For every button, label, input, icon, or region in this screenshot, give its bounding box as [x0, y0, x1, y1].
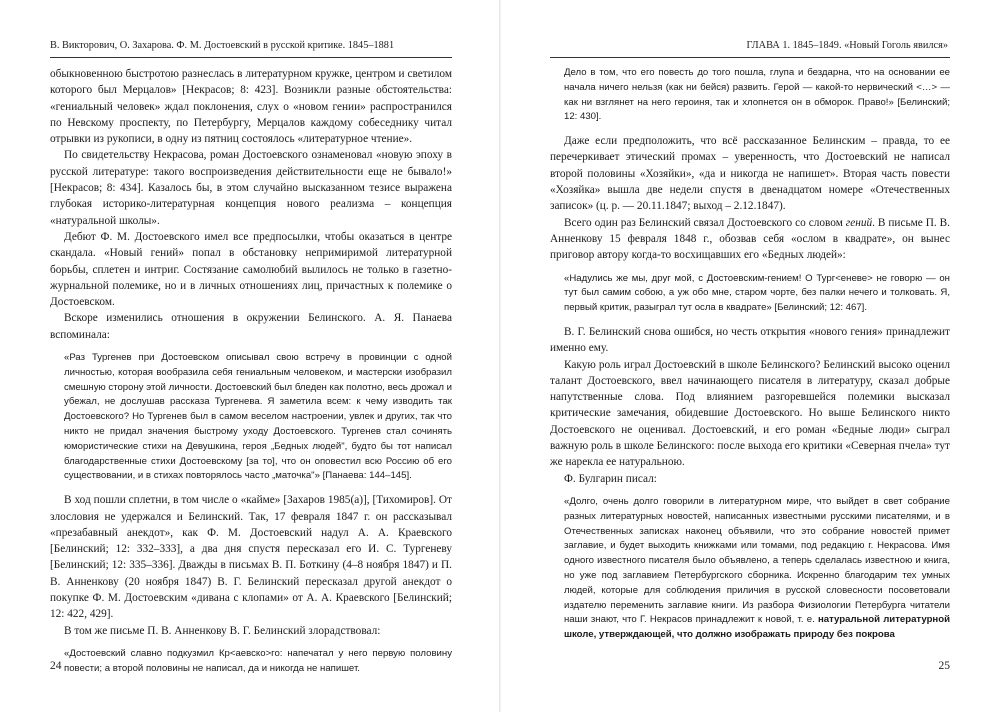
paragraph: Вскоре изменились отношения в окружении Белинского. А. Я. Панаева вспоминала:	[50, 312, 452, 341]
page-number: 25	[938, 660, 950, 672]
emphasis: гений	[845, 216, 873, 229]
right-page	[500, 0, 1000, 712]
paragraph: Какую роль играл Достоевский в школе Белинского? Белинский высоко оценил талант Достоевского, ввел начинающего писателя в литературу, сказал добрые напутственные слова. Под влиянием разгоревшейся полемики высказал критические замечания, обидевшие Достоевского. Но выше Белинского никто Достоевского не оценивал. Достоевский, и его роман «Бедные люди» сыграл важную роль в школе Белинского: после выхода его критики «Северная пчела» тут же нарекла ее натуральною.	[550, 358, 950, 469]
block-quote: «Достоевский славно подкузмил Кр<аевско>го: напечатал у него первую половину повести; а второй половины не написал, да и никогда не напишет.	[64, 647, 452, 674]
paragraph: В ход пошли сплетни, в том числе о «кайме» [Захаров 1985(а)], [Тихомиров]. От злословия не удержался и Белинский. Так, 17 февраля 1847 г. он рассказывал «презабавный анекдот», как Ф. М. Достоевский надул А. А. Краевского [Белинский; 12: 332–333], а два дня спустя пересказал его И. С. Тургеневу [Белинский; 12: 335–336]. Дважды в письмах В. П. Боткину (4–8 ноября 1847) и П. В. Анненкову (20 ноября 1847) В. Г. Белинский пересказал другой анекдот о покупке Ф. М. Достоевским «дивана с клопами» от А. А. Краевского [Белинский; 12: 422, 429].	[50, 494, 452, 621]
quote-text: «Долго, очень долго говорили в литературном мире, что выйдет в свет собрание разных литературных новостей, написанных известными русскими писателями, и в Отечественных записках наконец объявили, что это собрание новостей примет заглавие, и будет выходить книжками или томами, под редакцию г. Некрасова. Имя одного известного писателя было объявлено, а теперь сделалась известною и книга, но уже под заглавием Петербургского сборника. Искренно благодарим тех умных людей, которые для соблюдения приличия в русской словесности посоветовали издателю переменить заглавие книги. Из разбора Физиологии Петербурга читатели наши знают, что Г. Некрасов принадлежит к новой, т. е.	[564, 495, 950, 626]
paragraph: По свидетельству Некрасова, роман Достоевского ознаменовал «новую эпоху в русской литературе: такого воспроизведения действительности еще не бывало!» [Некрасов; 8: 434]. Казалось бы, в этом случайно высказанном тезисе выражена глубокая историко-литературная концепция нового реализма – концепция «натуральной школы».	[50, 149, 452, 227]
block-quote	[564, 495, 950, 643]
header-rule	[550, 57, 950, 58]
block-quote: «Раз Тургенев при Достоевском описывал свою встречу в провинции с одной личностью, которая вообразила себя гениальным человеком, и мастерски изобразил смешную сторону этой личности. Достоевский был бледен как полотно, весь дрожал и убежал, не дослушав рассказа Тургенева. Я заметила всем: к чему изводить так Достоевского? Но Тургенев был в самом веселом настроении, увлек и других, так что никто не придал значения быстрому уходу Достоевского. Тургенев стал сочинять юмористические стихи на Девушкина, героя „Бедных людей", будто бы тот написал благодарственные стихи Достоевскому [за то], что он оповестил всю Россию об его существовании, и в стихах повторялось часто „маточка"» [Панаева: 144–145].	[64, 352, 452, 482]
paragraph: обыкновенною быстротою разнеслась в литературном кружке, центром и светилом которого был Мерцалов» [Некрасов; 8: 423]. Возникли разные обстоятельства: «гениальный человек» ждал поклонения, слух о «новом гении» распространился по Невскому проспекту, по Петербургу, Мерцалов каждому собеседнику читал отрывки из рукописи, в одну из пятниц состоялось «литературное чтение».	[50, 68, 452, 146]
paragraph-text: . В письме П. В. Анненкову 15 февраля 1848 г., обозвав себя «ослом в квадрате», он вынес приговор автору когда-то восхищавших его «Бедных людей»:	[550, 216, 950, 262]
running-header: В. Викторович, О. Захарова. Ф. М. Достоевский в русской критике. 1845–1881	[50, 40, 395, 51]
block-quote: «Надулись же мы, друг мой, с Достоевским-гением! О Тург<еневе> не говорю — он тут был самим собою, а уж обо мне, старом чорте, без палки нечего и толковать. Я, первый критик, разыграл тут осла в квадрате» [Белинский; 12: 467].	[564, 272, 950, 314]
paragraph	[550, 215, 950, 264]
header-rule	[50, 57, 452, 58]
block-quote: Дело в том, что его повесть до того пошла, глупа и бездарна, что на основании ее начала ничего нельзя (как ни бейся) развить. Герой — какой-то нервический <…> — как ни взглянет на него героиня, так и хлопнется он в обморок. Право!» [Белинский; 12: 430].	[564, 67, 950, 123]
text-column	[50, 66, 452, 676]
text-column	[550, 66, 950, 643]
paragraph-text: Всего один раз Белинский связал Достоевского со словом	[564, 216, 846, 229]
paragraph: Дебют Ф. М. Достоевского имел все предпосылки, чтобы оказаться в центре скандала. «Новый гений» попал в обстановку непримиримой литературной борьбы, сплетен и интриг. Состязание самолюбий вылилось не только в газетно-журнальной полемике, но и в личных отношениях лиц, причастных к полемике о Достоевском.	[50, 230, 452, 309]
page-number: 24	[50, 660, 62, 672]
paragraph: В том же письме П. В. Анненкову В. Г. Белинский злорадствовал:	[64, 624, 381, 637]
paragraph: Даже если предположить, что всё рассказанное Белинским – правда, то ее перечеркивает этический промах – уверенность, что Достоевский не написал второй половины «Хозяйки», «да и никогда не напишет». Вторая часть повести «Хозяйка» вышла две недели спустя в двенадцатом номере «Отечественных записок» (ц. р. — 20.11.1847; выход – 2.12.1847).	[550, 135, 950, 213]
paragraph: Ф. Булгарин писал:	[564, 472, 657, 485]
paragraph: В. Г. Белинский снова ошибся, но честь открытия «нового гения» принадлежит именно ему.	[550, 325, 950, 355]
running-header: ГЛАВА 1. 1845–1849. «Новый Гоголь явился»	[746, 40, 948, 51]
bold-emphasis: натуральной литературной школе, утверждающей, что должно изображать природу без покрова	[564, 614, 950, 641]
